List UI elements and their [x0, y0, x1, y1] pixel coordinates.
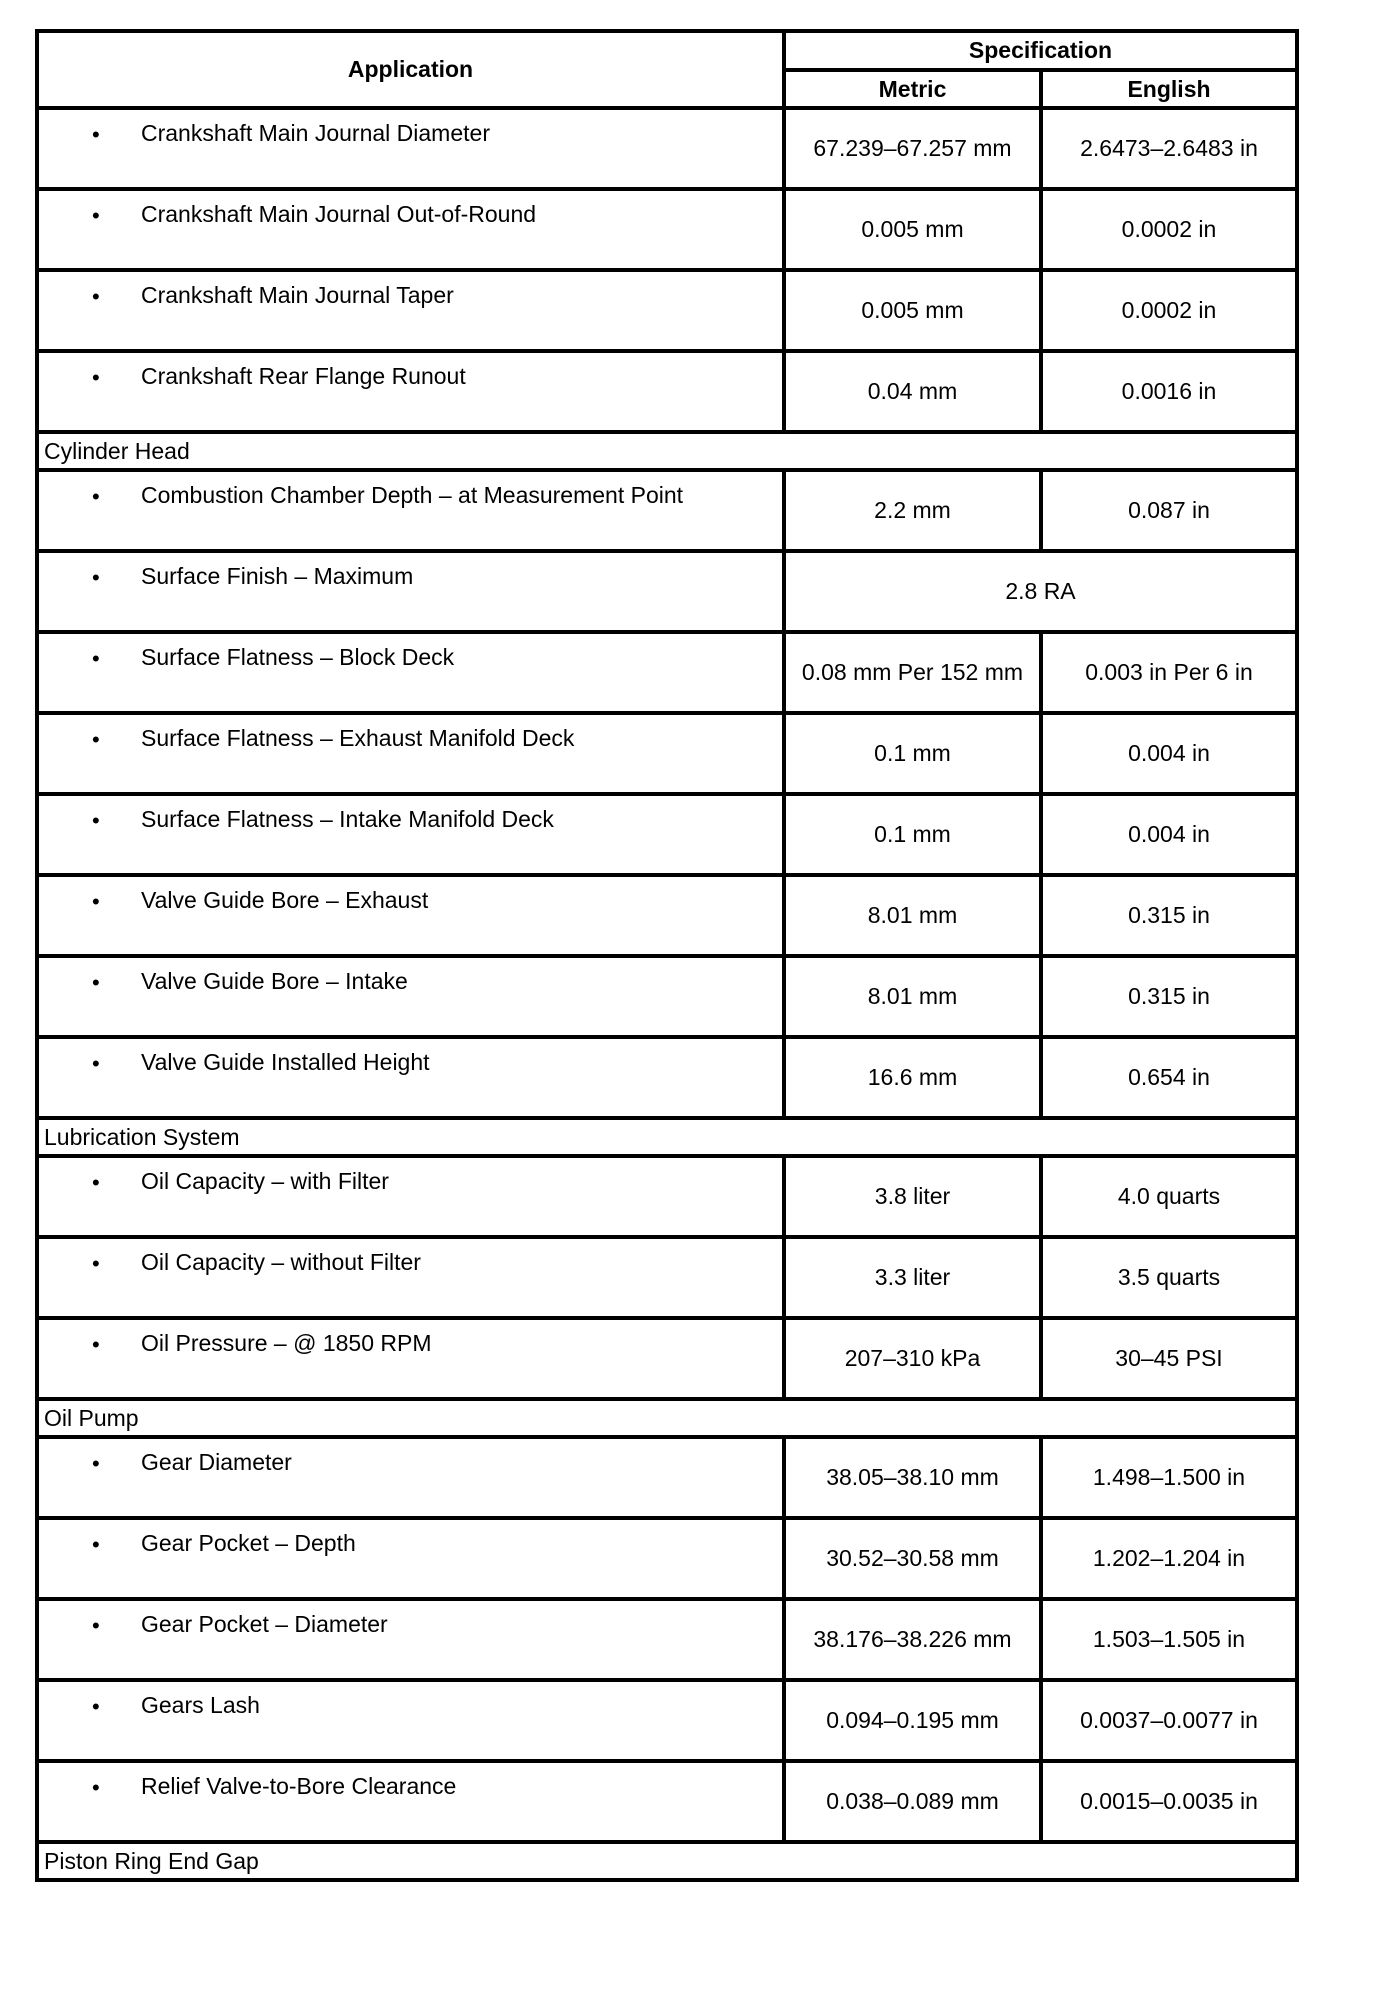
header-application: Application	[37, 31, 784, 108]
metric-value: 8.01 mm	[784, 875, 1041, 956]
application-label: Surface Flatness – Exhaust Manifold Deck	[141, 725, 575, 751]
application-cell	[37, 470, 784, 551]
application-cell	[37, 1680, 784, 1761]
application-cell	[37, 1037, 784, 1118]
metric-value: 38.176–38.226 mm	[784, 1599, 1041, 1680]
metric-value: 0.005 mm	[784, 270, 1041, 351]
application-cell	[37, 713, 784, 794]
application-cell	[37, 794, 784, 875]
bullet-icon: •	[92, 565, 100, 590]
application-label: Gear Pocket – Diameter	[141, 1611, 388, 1637]
application-cell	[37, 1518, 784, 1599]
application-label: Crankshaft Main Journal Diameter	[141, 120, 490, 146]
english-value: 0.004 in	[1041, 713, 1297, 794]
bullet-icon: •	[92, 1332, 100, 1357]
section-row	[37, 1842, 1297, 1880]
bullet-icon: •	[92, 1251, 100, 1276]
header-specification: Specification	[784, 31, 1297, 70]
application-cell	[37, 1437, 784, 1518]
metric-value: 207–310 kPa	[784, 1318, 1041, 1399]
application-label: Combustion Chamber Depth – at Measurement Point	[141, 482, 684, 508]
table-row	[37, 270, 1297, 351]
english-value: 0.0002 in	[1041, 270, 1297, 351]
metric-value: 0.08 mm Per 152 mm	[784, 632, 1041, 713]
table-row	[37, 794, 1297, 875]
combined-value: 2.8 RA	[784, 551, 1297, 632]
metric-value: 8.01 mm	[784, 956, 1041, 1037]
table-row	[37, 551, 1297, 632]
application-cell	[37, 351, 784, 432]
bullet-icon: •	[92, 727, 100, 752]
application-cell	[37, 270, 784, 351]
section-title: Oil Pump	[37, 1399, 1297, 1437]
bullet-icon: •	[92, 646, 100, 671]
table-row	[37, 1761, 1297, 1842]
bullet-icon: •	[92, 889, 100, 914]
english-value: 1.202–1.204 in	[1041, 1518, 1297, 1599]
header-english: English	[1041, 70, 1297, 108]
table-row	[37, 713, 1297, 794]
metric-value: 0.1 mm	[784, 713, 1041, 794]
english-value: 0.004 in	[1041, 794, 1297, 875]
section-title: Piston Ring End Gap	[37, 1842, 1297, 1880]
bullet-icon: •	[92, 1694, 100, 1719]
metric-value: 38.05–38.10 mm	[784, 1437, 1041, 1518]
bullet-icon: •	[92, 1775, 100, 1800]
application-cell	[37, 875, 784, 956]
english-value: 0.0015–0.0035 in	[1041, 1761, 1297, 1842]
bullet-icon: •	[92, 1532, 100, 1557]
section-row	[37, 432, 1297, 470]
table-row	[37, 1237, 1297, 1318]
application-cell	[37, 632, 784, 713]
bullet-icon: •	[92, 1170, 100, 1195]
table-row	[37, 956, 1297, 1037]
bullet-icon: •	[92, 284, 100, 309]
table-row	[37, 1437, 1297, 1518]
application-label: Valve Guide Installed Height	[141, 1049, 430, 1075]
application-label: Oil Capacity – without Filter	[141, 1249, 421, 1275]
bullet-icon: •	[92, 1051, 100, 1076]
metric-value: 0.1 mm	[784, 794, 1041, 875]
bullet-icon: •	[92, 484, 100, 509]
specification-table	[35, 29, 1299, 1882]
table-row	[37, 108, 1297, 189]
english-value: 0.654 in	[1041, 1037, 1297, 1118]
english-value: 4.0 quarts	[1041, 1156, 1297, 1237]
header-metric: Metric	[784, 70, 1041, 108]
application-cell	[37, 108, 784, 189]
application-label: Gear Diameter	[141, 1449, 292, 1475]
application-label: Surface Flatness – Intake Manifold Deck	[141, 806, 554, 832]
english-value: 0.315 in	[1041, 956, 1297, 1037]
table-row	[37, 1518, 1297, 1599]
application-label: Valve Guide Bore – Exhaust	[141, 887, 429, 913]
english-value: 1.503–1.505 in	[1041, 1599, 1297, 1680]
application-cell	[37, 1599, 784, 1680]
application-label: Crankshaft Rear Flange Runout	[141, 363, 466, 389]
application-cell	[37, 1237, 784, 1318]
metric-value: 2.2 mm	[784, 470, 1041, 551]
section-row	[37, 1399, 1297, 1437]
application-cell	[37, 1318, 784, 1399]
english-value: 0.003 in Per 6 in	[1041, 632, 1297, 713]
table-row	[37, 189, 1297, 270]
application-label: Crankshaft Main Journal Out-of-Round	[141, 201, 537, 227]
bullet-icon: •	[92, 1613, 100, 1638]
bullet-icon: •	[92, 1451, 100, 1476]
application-cell	[37, 956, 784, 1037]
application-label: Valve Guide Bore – Intake	[141, 968, 408, 994]
table-row	[37, 1037, 1297, 1118]
english-value: 3.5 quarts	[1041, 1237, 1297, 1318]
application-label: Relief Valve-to-Bore Clearance	[141, 1773, 457, 1799]
application-label: Oil Capacity – with Filter	[141, 1168, 389, 1194]
application-label: Gear Pocket – Depth	[141, 1530, 356, 1556]
metric-value: 30.52–30.58 mm	[784, 1518, 1041, 1599]
bullet-icon: •	[92, 970, 100, 995]
application-label: Oil Pressure – @ 1850 RPM	[141, 1330, 432, 1356]
metric-value: 16.6 mm	[784, 1037, 1041, 1118]
bullet-icon: •	[92, 808, 100, 833]
english-value: 0.315 in	[1041, 875, 1297, 956]
application-cell	[37, 1156, 784, 1237]
metric-value: 67.239–67.257 mm	[784, 108, 1041, 189]
application-cell	[37, 1761, 784, 1842]
english-value: 30–45 PSI	[1041, 1318, 1297, 1399]
bullet-icon: •	[92, 122, 100, 147]
english-value: 0.0016 in	[1041, 351, 1297, 432]
metric-value: 3.8 liter	[784, 1156, 1041, 1237]
english-value: 2.6473–2.6483 in	[1041, 108, 1297, 189]
english-value: 1.498–1.500 in	[1041, 1437, 1297, 1518]
table-row	[37, 351, 1297, 432]
table-body	[37, 108, 1297, 1880]
table-row	[37, 1318, 1297, 1399]
application-cell	[37, 189, 784, 270]
application-label: Surface Flatness – Block Deck	[141, 644, 455, 670]
english-value: 0.087 in	[1041, 470, 1297, 551]
table-row	[37, 1156, 1297, 1237]
application-cell	[37, 551, 784, 632]
bullet-icon: •	[92, 365, 100, 390]
section-row	[37, 1118, 1297, 1156]
metric-value: 0.038–0.089 mm	[784, 1761, 1041, 1842]
english-value: 0.0002 in	[1041, 189, 1297, 270]
application-label: Gears Lash	[141, 1692, 260, 1718]
table-row	[37, 470, 1297, 551]
table-row	[37, 1599, 1297, 1680]
application-label: Crankshaft Main Journal Taper	[141, 282, 454, 308]
english-value: 0.0037–0.0077 in	[1041, 1680, 1297, 1761]
table-row	[37, 1680, 1297, 1761]
table-row	[37, 632, 1297, 713]
table-row	[37, 875, 1297, 956]
metric-value: 0.04 mm	[784, 351, 1041, 432]
metric-value: 3.3 liter	[784, 1237, 1041, 1318]
metric-value: 0.005 mm	[784, 189, 1041, 270]
section-title: Cylinder Head	[37, 432, 1297, 470]
application-label: Surface Finish – Maximum	[141, 563, 414, 589]
metric-value: 0.094–0.195 mm	[784, 1680, 1041, 1761]
section-title: Lubrication System	[37, 1118, 1297, 1156]
bullet-icon: •	[92, 203, 100, 228]
